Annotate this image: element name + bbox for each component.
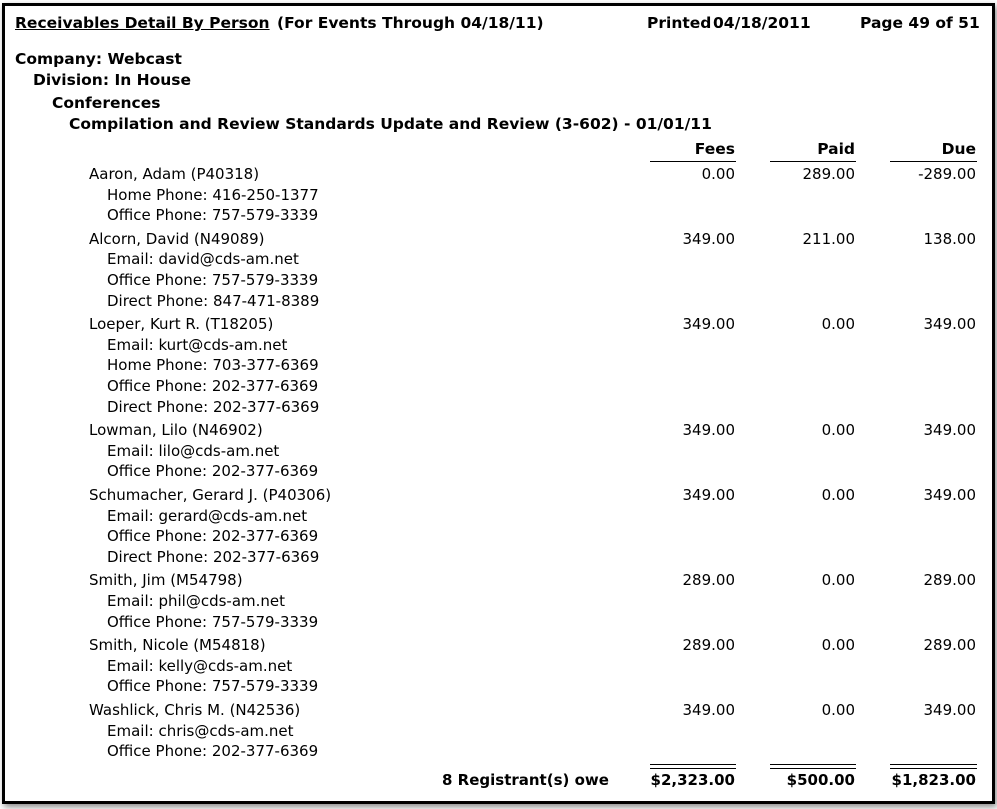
contact-value: gerard@cds-am.net: [158, 506, 308, 525]
registrant-paid: 289.00: [802, 165, 855, 183]
column-due: Due: [941, 140, 976, 158]
registrant-due: 349.00: [923, 701, 976, 719]
contact-label: Home Phone:: [107, 356, 208, 375]
totals-label: 8 Registrant(s) owe: [442, 771, 609, 789]
contact-value: 757-579-3339: [211, 612, 319, 631]
contact-value: 202-377-6369: [212, 397, 320, 416]
contact-line: [107, 292, 319, 310]
contact-label: Email:: [107, 591, 154, 610]
fees-header-rule: [650, 161, 736, 162]
division-value: In House: [114, 71, 192, 89]
contact-value: 703-377-6369: [212, 356, 319, 375]
contact-value: kelly@cds-am.net: [158, 656, 293, 675]
contact-label: Email:: [107, 506, 154, 525]
registrant-paid: 0.00: [821, 701, 855, 719]
company-row: [15, 50, 182, 68]
contact-line: [107, 462, 318, 480]
contact-label: Email:: [107, 721, 154, 740]
registrant-name: Aaron, Adam (P40318): [89, 165, 260, 183]
contact-label: Direct Phone:: [107, 397, 209, 416]
contact-label: Email:: [107, 441, 154, 460]
printed-date: 04/18/2011: [713, 14, 811, 32]
registrant-paid: 0.00: [821, 421, 855, 440]
registrant-name: Lowman, Lilo (N46902): [89, 421, 263, 440]
contact-label: Office Phone:: [107, 612, 208, 631]
registrant-name: Loeper, Kurt R. (T18205): [89, 315, 274, 334]
due-header-rule: [890, 161, 977, 162]
registrant-due: 349.00: [923, 486, 976, 504]
division-row: [33, 71, 191, 89]
contact-value: 202-377-6369: [211, 462, 319, 481]
contact-line: [107, 336, 287, 354]
registrant-due: 289.00: [923, 571, 976, 590]
contact-value: 202-377-6369: [211, 527, 319, 546]
column-fees: Fees: [694, 140, 735, 158]
registrant-paid: 0.00: [821, 636, 855, 655]
registrant-fees: 349.00: [682, 701, 735, 719]
contact-line: [107, 677, 318, 695]
contact-value: lilo@cds-am.net: [158, 441, 280, 460]
contact-line: [107, 613, 318, 631]
contact-line: [107, 527, 318, 545]
registrant-fees: 349.00: [682, 486, 735, 504]
registrant-name: Washlick, Chris M. (N42536): [89, 701, 301, 719]
registrant-fees: 289.00: [682, 571, 735, 590]
contact-label: Direct Phone:: [107, 547, 209, 566]
contact-value: david@cds-am.net: [158, 250, 299, 269]
contact-label: Office Phone:: [107, 742, 208, 761]
registrant-fees: 289.00: [682, 636, 735, 655]
contact-line: [107, 548, 319, 566]
contact-value: phil@cds-am.net: [158, 591, 286, 610]
contact-line: [107, 250, 299, 268]
contact-value: 202-377-6369: [211, 742, 319, 761]
registrant-paid: 211.00: [802, 229, 855, 248]
contact-value: 416-250-1377: [212, 185, 319, 204]
registrant-paid: 0.00: [821, 315, 855, 334]
contact-line: [107, 442, 279, 460]
registrant-due: 289.00: [923, 636, 976, 655]
contact-value: 202-377-6369: [212, 547, 320, 566]
company-label: Company:: [15, 50, 103, 68]
contact-label: Office Phone:: [107, 527, 208, 546]
contact-label: Office Phone:: [107, 206, 208, 225]
contact-line: [107, 377, 318, 395]
contact-value: kurt@cds-am.net: [158, 335, 288, 354]
due-total-rule: [890, 764, 977, 769]
contact-value: 757-579-3339: [211, 270, 319, 289]
contact-line: [107, 398, 319, 416]
registrant-fees: 349.00: [682, 229, 735, 248]
column-paid: Paid: [817, 140, 855, 158]
company-value: Webcast: [107, 50, 182, 68]
total-paid: $500.00: [786, 771, 855, 789]
paid-total-rule: [770, 764, 856, 769]
contact-label: Home Phone:: [107, 185, 208, 204]
contact-line: [107, 356, 319, 374]
contact-value: 847-471-8389: [212, 291, 320, 310]
report-title: Receivables Detail By Person: [15, 14, 270, 32]
contact-label: Email:: [107, 656, 154, 675]
registrant-name: Smith, Nicole (M54818): [89, 636, 266, 655]
contact-line: [107, 592, 285, 610]
contact-label: Office Phone:: [107, 677, 208, 696]
registrant-due: 138.00: [923, 229, 976, 248]
contact-line: [107, 742, 318, 760]
contact-line: [107, 271, 318, 289]
registrant-paid: 0.00: [821, 571, 855, 590]
contact-label: Office Phone:: [107, 376, 208, 395]
registrant-paid: 0.00: [821, 486, 855, 504]
paid-header-rule: [770, 161, 856, 162]
contact-line: [107, 722, 294, 740]
contact-line: [107, 186, 319, 204]
category-heading: Conferences: [52, 94, 161, 112]
fees-total-rule: [650, 764, 736, 769]
contact-label: Office Phone:: [107, 270, 208, 289]
registrant-name: Alcorn, David (N49089): [89, 229, 265, 248]
registrant-fees: 349.00: [682, 421, 735, 440]
registrant-name: Schumacher, Gerard J. (P40306): [89, 486, 332, 504]
contact-label: Email:: [107, 250, 154, 269]
report-subtitle: (For Events Through 04/18/11): [277, 14, 544, 32]
report-page: [2, 3, 995, 804]
division-label: Division:: [33, 71, 110, 89]
registrant-fees: 0.00: [701, 165, 735, 183]
contact-label: Direct Phone:: [107, 291, 209, 310]
contact-label: Office Phone:: [107, 462, 208, 481]
registrant-fees: 349.00: [682, 315, 735, 334]
contact-value: 202-377-6369: [211, 376, 319, 395]
contact-line: [107, 657, 292, 675]
registrant-due: 349.00: [923, 315, 976, 334]
contact-value: 757-579-3339: [211, 677, 319, 696]
contact-value: 757-579-3339: [211, 206, 319, 225]
printed-label: Printed: [647, 14, 712, 32]
total-fees: $2,323.00: [650, 771, 735, 789]
page-number: Page 49 of 51: [860, 14, 980, 32]
event-heading: Compilation and Review Standards Update and Review (3-602) - 01/01/11: [69, 115, 712, 133]
contact-value: chris@cds-am.net: [158, 721, 294, 740]
contact-line: [107, 206, 318, 224]
registrant-due: 349.00: [923, 421, 976, 440]
contact-line: [107, 507, 307, 525]
contact-label: Email:: [107, 335, 154, 354]
registrant-name: Smith, Jim (M54798): [89, 571, 243, 590]
total-due: $1,823.00: [891, 771, 976, 789]
registrant-due: -289.00: [918, 165, 976, 183]
